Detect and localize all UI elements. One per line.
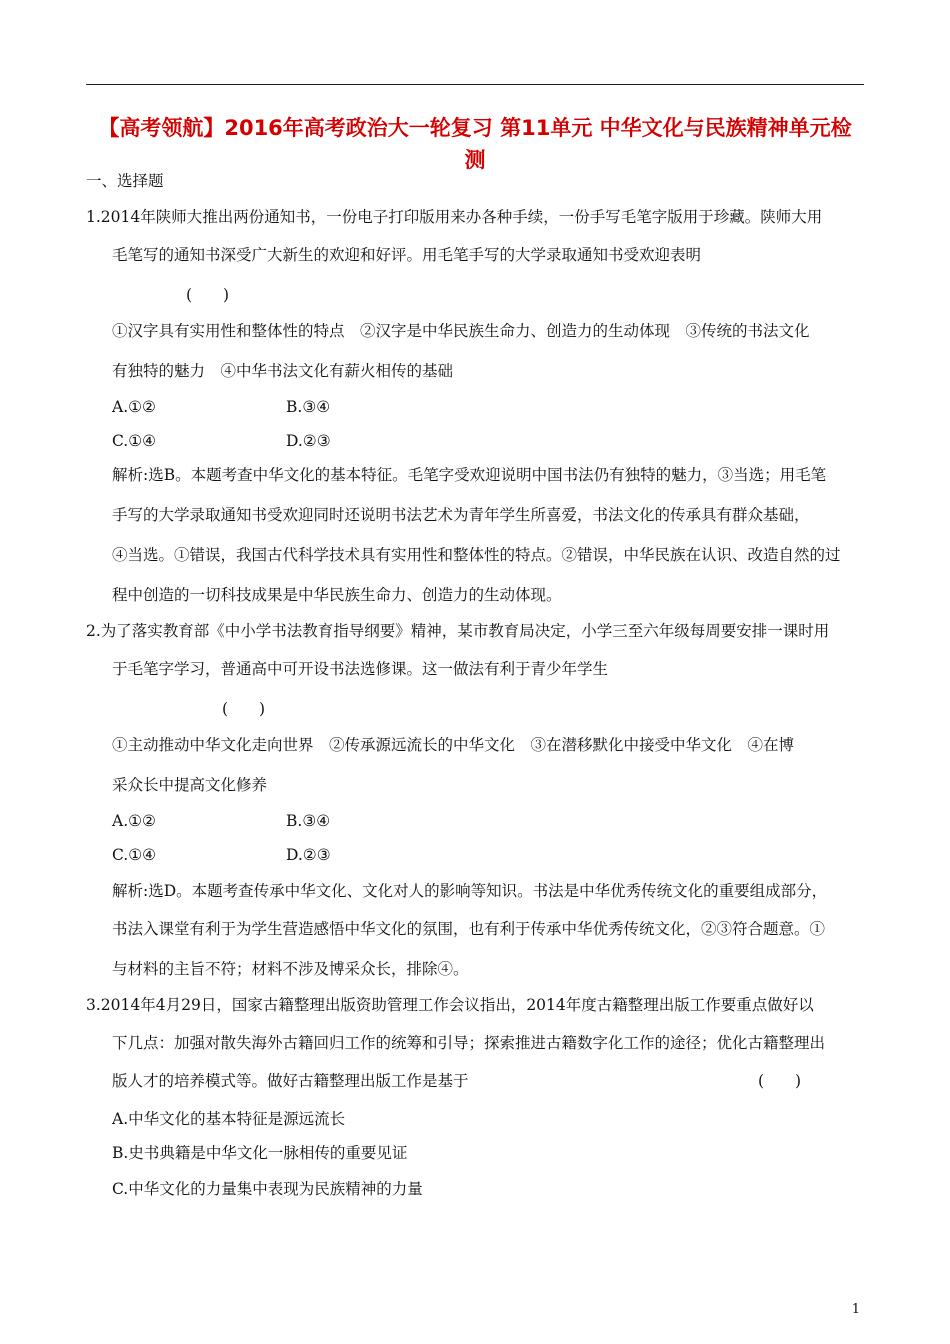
q2-stem-line-2: 于毛笔字学习，普通高中可开设书法选修课。这一做法有利于青少年学生 [112, 660, 609, 678]
q1-choice-c: C.①④ [112, 432, 157, 450]
q2-choice-a: A.①② [112, 812, 156, 830]
q1-explanation-line-2: 手写的大学录取通知书受欢迎同时还说明书法艺术为青年学生所喜爱，书法文化的传承具有群众基础， [112, 506, 810, 524]
q2-choice-c: C.①④ [112, 846, 157, 864]
q1-stem-line-2: 毛笔写的通知书深受广大新生的欢迎和好评。用毛笔手写的大学录取通知书受欢迎表明 [112, 246, 702, 264]
q3-stem-line-3: 版人才的培养模式等。做好古籍整理出版工作是基于 [112, 1072, 469, 1090]
q2-choice-d: D.②③ [286, 846, 331, 864]
title-line-1: 【高考领航】2016年高考政治大一轮复习 第11单元 中华文化与民族精神单元检 [98, 116, 852, 140]
q1-explanation-line-3: ④当选。①错误，我国古代科学技术具有实用性和整体性的特点。②错误，中华民族在认识、改造自然的过 [112, 546, 841, 564]
page-number: 1 [851, 1302, 860, 1317]
q1-choice-d: D.②③ [286, 432, 331, 450]
title-line-2: 测 [464, 148, 486, 172]
q3-choice-a: A.中华文化的基本特征是源远流长 [112, 1110, 346, 1128]
q3-answer-paren: ( ) [758, 1072, 802, 1090]
q2-explanation-line-2: 书法入课堂有利于为学生营造感悟中华文化的氛围，也有利于传承中华优秀传统文化，②③符合题意。① [112, 920, 826, 938]
q1-explanation-line-4: 程中创造的一切科技成果是中华民族生命力、创造力的生动体现。 [112, 586, 562, 604]
q3-choice-c: C.中华文化的力量集中表现为民族精神的力量 [112, 1180, 423, 1198]
q1-choice-a: A.①② [112, 398, 156, 416]
q1-answer-paren: ( ) [186, 286, 230, 304]
document-title [86, 112, 864, 176]
q1-options-line-2: 有独特的魅力 ④中华书法文化有薪火相传的基础 [112, 362, 454, 380]
q2-options-line-2: 采众长中提高文化修养 [112, 776, 268, 794]
q2-options-line-1: ①主动推动中华文化走向世界 ②传承源远流长的中华文化 ③在潜移默化中接受中华文化 ④在博 [112, 736, 795, 754]
q1-stem-line-1: 1.2014年陕师大推出两份通知书，一份电子打印版用来办各种手续，一份手写毛笔字版用于珍藏。陕师大用 [86, 208, 823, 226]
q1-choice-b: B.③④ [286, 398, 331, 416]
q2-stem-line-1: 2.为了落实教育部《中小学书法教育指导纲要》精神，某市教育局决定，小学三至六年级每周要安排一课时用 [86, 622, 830, 640]
header-rule [86, 84, 864, 85]
q3-stem-line-2: 下几点：加强对散失海外古籍回归工作的统筹和引导；探索推进古籍数字化工作的途径；优化古籍整理出 [112, 1034, 826, 1052]
q2-explanation-line-1: 解析:选D。本题考查传承中华文化、文化对人的影响等知识。书法是中华优秀传统文化的重要组成部分， [112, 882, 828, 900]
q3-choice-b: B.史书典籍是中华文化一脉相传的重要见证 [112, 1144, 408, 1162]
q1-explanation-line-1: 解析:选B。本题考查中华文化的基本特征。毛笔字受欢迎说明中国书法仍有独特的魅力，③当选；用毛笔 [112, 466, 827, 484]
q2-explanation-line-3: 与材料的主旨不符；材料不涉及博采众长，排除④。 [112, 960, 469, 978]
q2-answer-paren: ( ) [222, 700, 266, 718]
q2-choice-b: B.③④ [286, 812, 331, 830]
q1-options-line-1: ①汉字具有实用性和整体性的特点 ②汉字是中华民族生命力、创造力的生动体现 ③传统的书法文化 [112, 322, 810, 340]
q3-stem-line-1: 3.2014年4月29日，国家古籍整理出版资助管理工作会议指出，2014年度古籍整理出版工作要重点做好以 [86, 996, 814, 1014]
section-heading: 一、选择题 [86, 172, 164, 190]
